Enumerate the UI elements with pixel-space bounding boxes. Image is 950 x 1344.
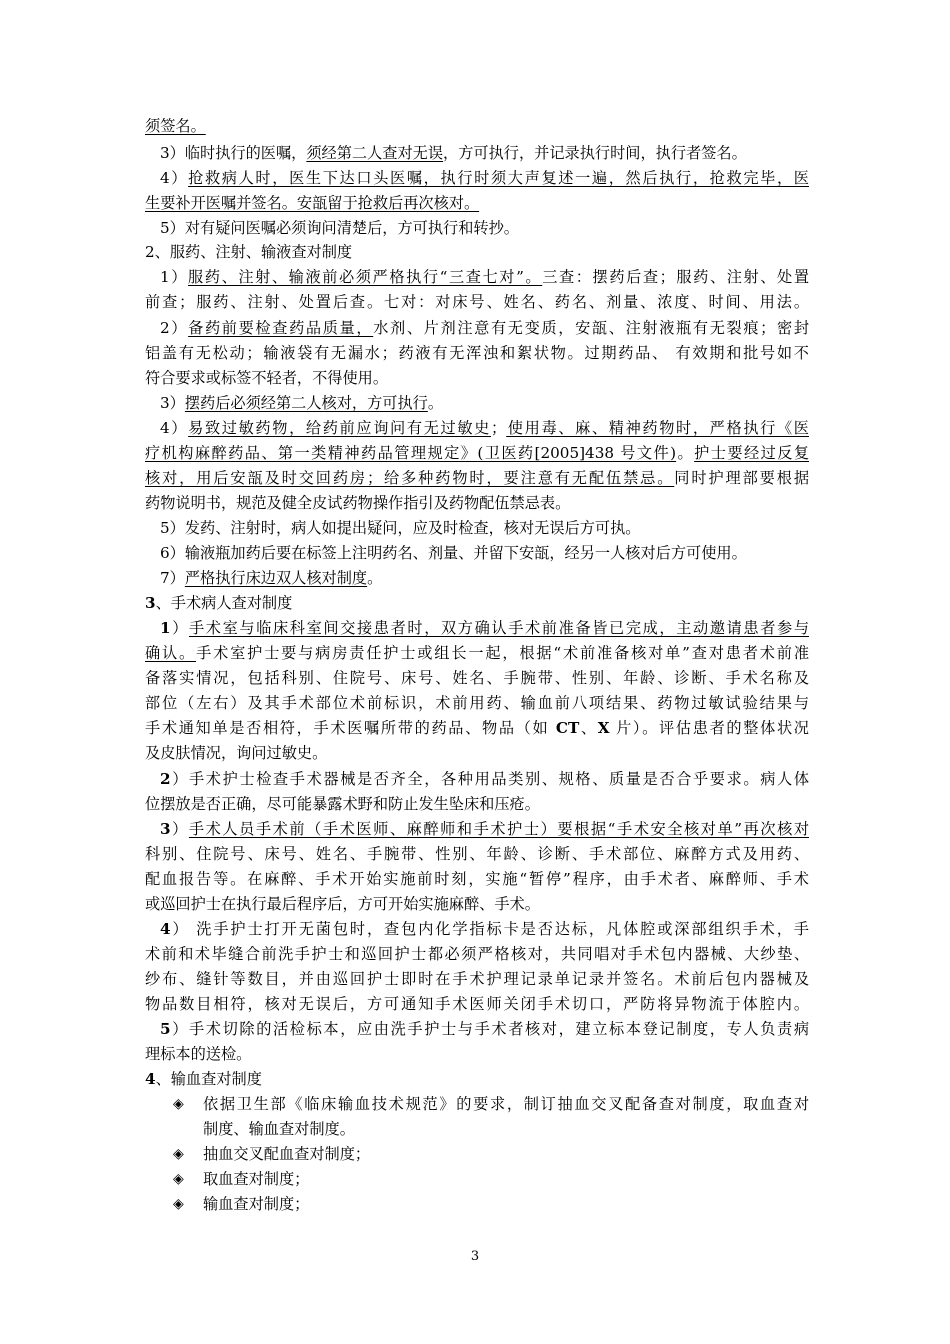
text-line: 须签名。 — [145, 117, 206, 135]
text-line: 4） 洗手护士打开无菌包时，查包内化学指标卡是否达标，凡体腔或深部组织手术，手 — [160, 920, 809, 938]
section-heading: 3、手术病人查对制度 — [145, 594, 293, 612]
text-line: 2）备药前要检查药品质量，水剂、片剂注意有无变质，安瓿、注射液瓶有无裂痕；密封 — [160, 319, 809, 337]
text-line: 7）严格执行床边双人核对制度。 — [160, 569, 383, 587]
text-line: 疗机构麻醉药品、第一类精神药品管理规定》(卫医药[2005]438 号文件)。护士要经过反复 — [145, 444, 809, 462]
text-line: 物品数目相符，核对无误后，方可通知手术医师关闭手术切口，严防将异物流于体腔内。 — [145, 995, 809, 1013]
text-line: 位摆放是否正确，尽可能暴露术野和防止发生坠床和压疮。 — [145, 795, 540, 813]
list-item: 取血查对制度； — [203, 1170, 310, 1188]
text-line: 1）服药、注射、输液前必须严格执行“三查七对”。三查：摆药后查；服药、注射、处置 — [160, 268, 809, 286]
section-heading: 2、服药、注射、输液查对制度 — [145, 243, 353, 261]
text-line: 及皮肤情况，询问过敏史。 — [145, 744, 328, 762]
text-line: 6）输液瓶加药后要在标签上注明药名、剂量、并留下安瓿，经另一人核对后方可使用。 — [160, 544, 747, 562]
text-line: 3）摆药后必须经第二人核对，方可执行。 — [160, 394, 444, 412]
text-line: 或巡回护士在执行最后程序后，方可开始实施麻醉、手术。 — [145, 895, 540, 913]
text-line: 3）临时执行的医嘱，须经第二人查对无误，方可执行，并记录执行时间，执行者签名。 — [160, 144, 747, 162]
text-line: 配血报告等。在麻醉、手术开始实施前时刻，实施“暂停”程序，由手术者、麻醉师、手术 — [145, 870, 809, 888]
text-line: 确认。手术室护士要与病房责任护士或组长一起，根据“术前准备核对单”查对患者术前准 — [145, 644, 809, 662]
text-line: 手术通知单是否相符，手术医嘱所带的药品、物品（如 CT、X 片）。评估患者的整体状况 — [145, 719, 809, 737]
text-line: 铝盖有无松动；输液袋有无漏水；药液有无浑浊和絮状物。过期药品、 有效期和批号如不 — [145, 344, 809, 362]
diamond-bullet-icon: ◈ — [173, 1171, 184, 1187]
text-line: 1）手术室与临床科室间交接患者时，双方确认手术前准备皆已完成，主动邀请患者参与 — [160, 619, 809, 637]
text-line: 制度、输血查对制度。 — [203, 1120, 355, 1138]
text-line: 核对，用后安瓿及时交回药房；给多种药物时，要注意有无配伍禁忌。同时护理部要根据 — [145, 469, 809, 487]
diamond-bullet-icon: ◈ — [173, 1096, 184, 1112]
text-line: 理标本的送检。 — [145, 1045, 252, 1063]
text-line: 符合要求或标签不轻者，不得使用。 — [145, 369, 388, 387]
text-line: 术前和术毕缝合前洗手护士和巡回护士都必须严格核对，共同唱对手术包内器械、大纱垫、 — [145, 945, 809, 963]
text-line: 4）抢救病人时，医生下达口头医嘱，执行时须大声复述一遍，然后执行，抢救完毕，医 — [160, 169, 809, 187]
page-number: 3 — [470, 1249, 480, 1264]
text-line: 药物说明书，规范及健全皮试药物操作指引及药物配伍禁忌表。 — [145, 494, 571, 512]
diamond-bullet-icon: ◈ — [173, 1196, 184, 1212]
text-line: 纱布、缝针等数目，并由巡回护士即时在手术护理记录单记录并签名。术前后包内器械及 — [145, 970, 809, 988]
text-line: 5）手术切除的活检标本，应由洗手护士与手术者核对，建立标本登记制度，专人负责病 — [160, 1020, 809, 1038]
text-line: 备落实情况，包括科别、住院号、床号、姓名、手腕带、性别、年龄、诊断、手术名称及 — [145, 669, 809, 687]
text-line: 5）发药、注射时，病人如提出疑问，应及时检查，核对无误后方可执。 — [160, 519, 641, 537]
text-line: 3）手术人员手术前（手术医师、麻醉师和手术护士）要根据“手术安全核对单”再次核对 — [160, 820, 809, 838]
list-item: 抽血交叉配血查对制度； — [203, 1145, 371, 1163]
list-item: 输血查对制度； — [203, 1195, 310, 1213]
text-line: 2）手术护士检查手术器械是否齐全，各种用品类别、规格、质量是否合乎要求。病人体 — [160, 770, 809, 788]
text-line: 部位（左右）及其手术部位术前标识，术前用药、输血前八项结果、药物过敏试验结果与 — [145, 694, 809, 712]
text-line: 5）对有疑问医嘱必须询问清楚后，方可执行和转抄。 — [160, 219, 519, 237]
list-item: 依据卫生部《临床输血技术规范》的要求，制订抽血交叉配备查对制度，取血查对 — [203, 1095, 809, 1113]
text-line: 4）易致过敏药物，给药前应询问有无过敏史；使用毒、麻、精神药物时，严格执行《医 — [160, 419, 809, 437]
text-line: 生要补开医嘱并签名。安瓿留于抢救后再次核对。 — [145, 194, 480, 212]
diamond-bullet-icon: ◈ — [173, 1146, 184, 1162]
text-line: 前查；服药、注射、处置后查。七对：对床号、姓名、药名、剂量、浓度、时间、用法。 — [145, 293, 809, 311]
section-heading: 4、输血查对制度 — [145, 1070, 262, 1088]
text-line: 科别、住院号、床号、姓名、手腕带、性别、年龄、诊断、手术部位、麻醉方式及用药、 — [145, 845, 809, 863]
